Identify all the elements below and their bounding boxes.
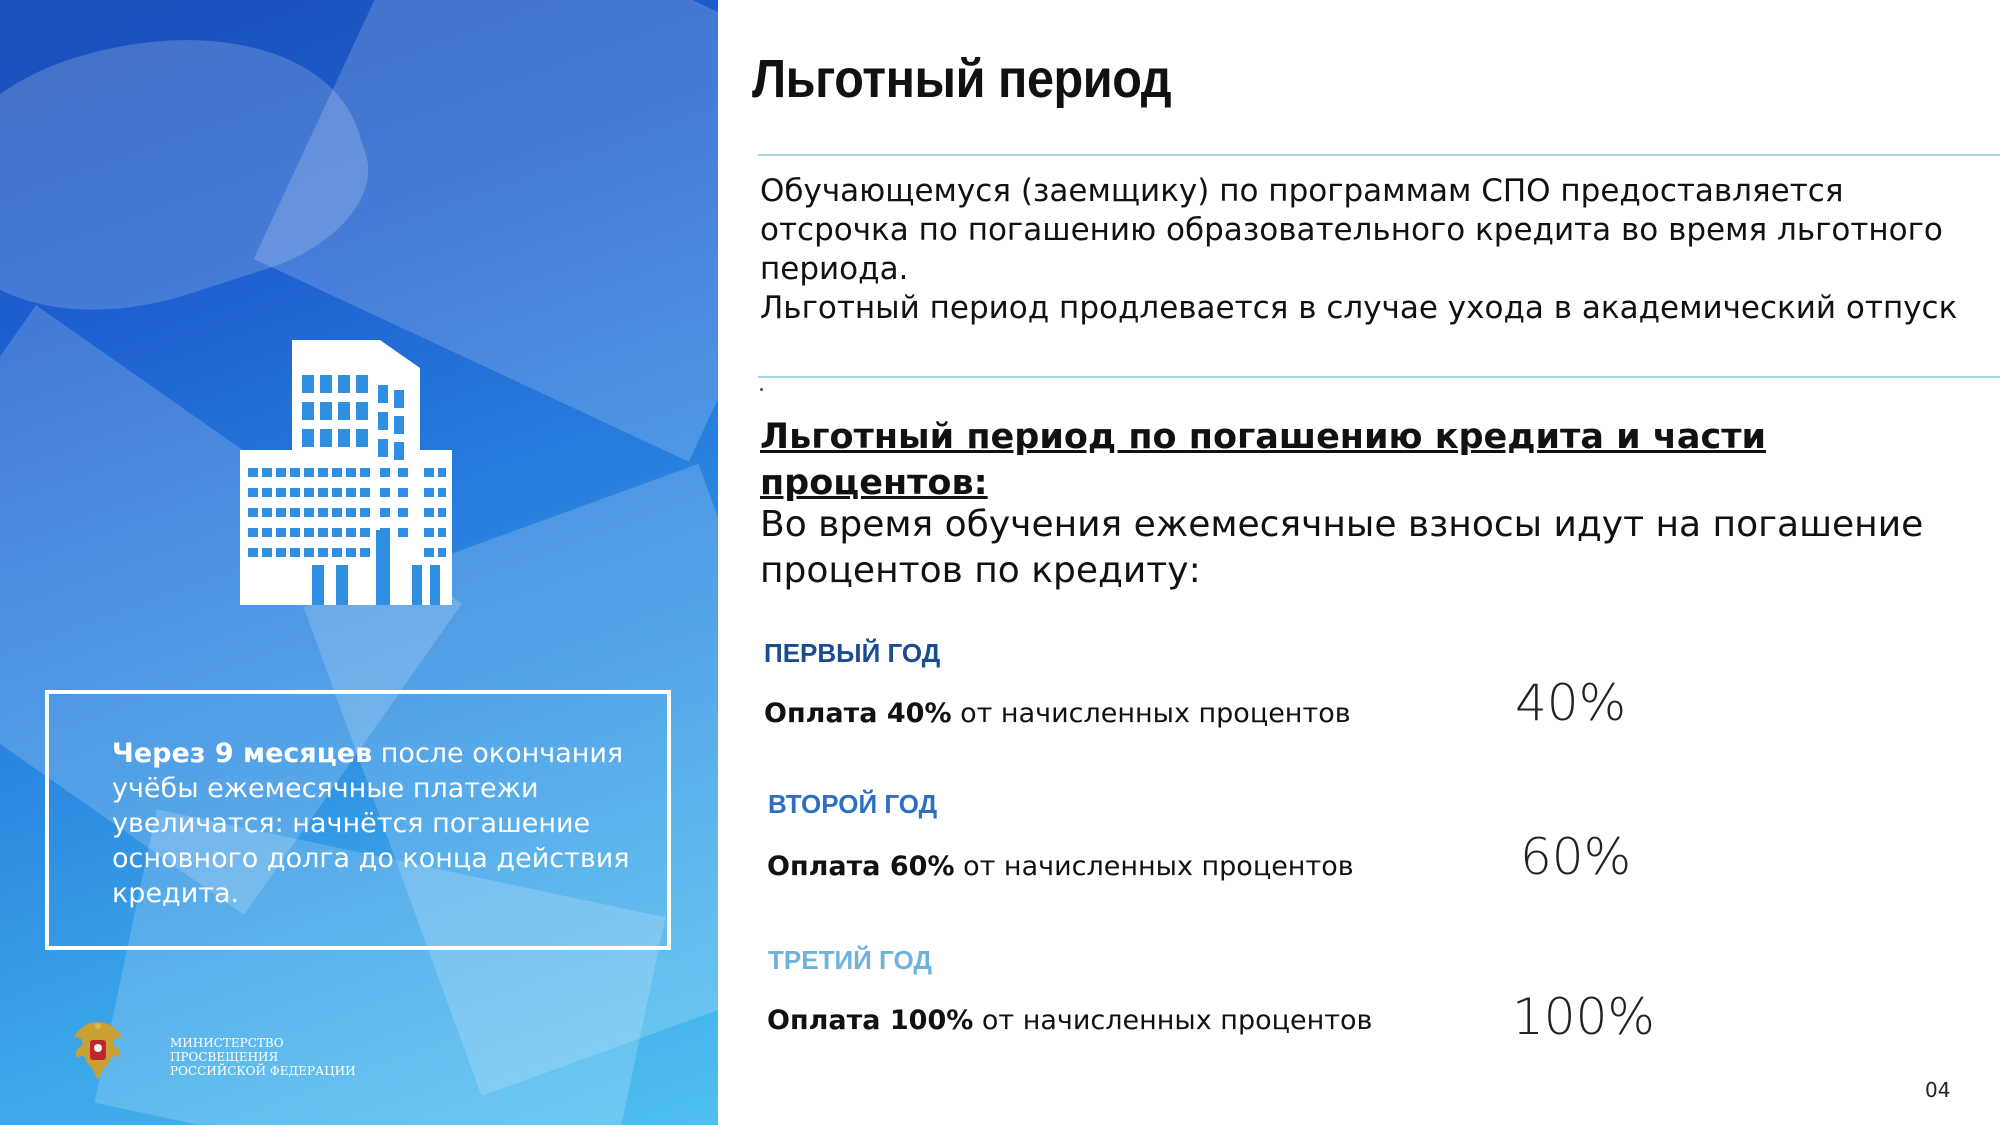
info-box-bold: Через 9 месяцев bbox=[112, 738, 373, 769]
office-building-icon bbox=[240, 340, 460, 605]
section-heading: Льготный период по погашению кредита и части процентов: bbox=[760, 417, 1767, 503]
section-text: Во время обучения ежемесячные взносы идут на погашение процентов по кредиту: bbox=[760, 504, 1924, 591]
ministry-line-2: РОССИЙСКОЙ ФЕДЕРАЦИИ bbox=[170, 1064, 356, 1078]
year-3-percent: 100% bbox=[1512, 988, 1655, 1046]
ministry-line-1: МИНИСТЕРСТВО ПРОСВЕЩЕНИЯ bbox=[170, 1036, 284, 1064]
year-2-payment bbox=[767, 851, 1354, 882]
intro-text bbox=[760, 172, 1960, 328]
year-2-percent: 60% bbox=[1520, 828, 1632, 886]
divider-line bbox=[758, 376, 2000, 378]
year-2-payment-rest: от начисленных процентов bbox=[954, 851, 1354, 882]
page-title: Льготный период bbox=[752, 49, 1172, 109]
year-1-label: ПЕРВЫЙ ГОД bbox=[764, 638, 941, 668]
intro-paragraph-2: Льготный период продлевается в случае ухода в академический отпуск bbox=[760, 290, 1958, 326]
info-box-text bbox=[112, 736, 632, 911]
year-3-payment bbox=[767, 1005, 1372, 1036]
ministry-caption bbox=[170, 1036, 390, 1078]
year-1-payment bbox=[764, 698, 1351, 729]
year-3-label: ТРЕТИЙ ГОД bbox=[768, 945, 932, 975]
year-2-label: ВТОРОЙ ГОД bbox=[768, 789, 938, 819]
year-1-percent: 40% bbox=[1515, 674, 1627, 732]
year-1-payment-rest: от начисленных процентов bbox=[951, 698, 1351, 729]
coat-of-arms-icon bbox=[70, 1018, 126, 1082]
year-1-payment-bold: Оплата 40% bbox=[764, 698, 952, 729]
info-box-body: после окончания учёбы ежемесячные платежи увеличатся: начнётся погашение основного долга до конца действия кредита. bbox=[112, 738, 630, 909]
divider-line bbox=[758, 154, 2000, 156]
year-2-payment-bold: Оплата 60% bbox=[767, 851, 955, 882]
year-3-payment-bold: Оплата 100% bbox=[767, 1005, 974, 1036]
page-number: 04 bbox=[1925, 1078, 1951, 1102]
bullet-dot bbox=[760, 388, 763, 391]
year-3-payment-rest: от начисленных процентов bbox=[973, 1005, 1373, 1036]
intro-paragraph-1: Обучающемуся (заемщику) по программам СПО предоставляется отсрочка по погашению образовательного кредита во время льготного периода. bbox=[760, 173, 1943, 287]
